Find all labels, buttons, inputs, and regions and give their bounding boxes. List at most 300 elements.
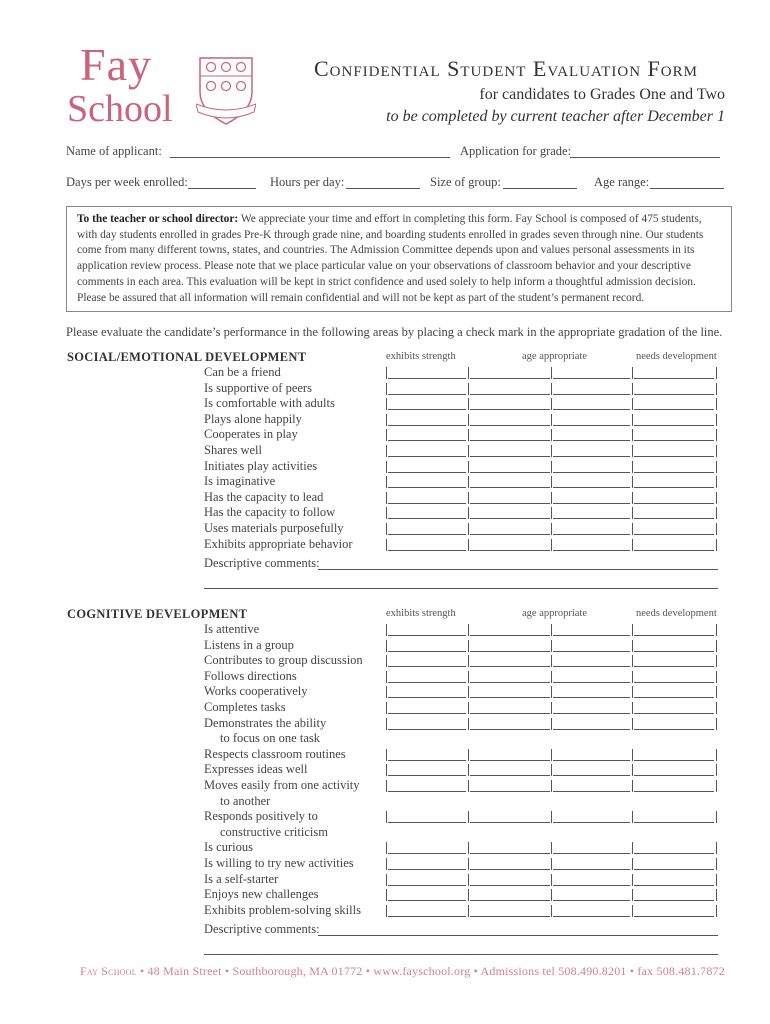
scale-tick	[468, 749, 469, 761]
scale-segment[interactable]	[634, 719, 714, 730]
scale-tick	[468, 655, 469, 667]
scale-segment[interactable]	[470, 446, 550, 457]
scale-tick	[386, 398, 387, 410]
scale-tick	[468, 874, 469, 886]
scale-segment[interactable]	[388, 493, 466, 504]
scale-segment[interactable]	[470, 906, 550, 917]
scale-tick	[468, 398, 469, 410]
scale-segment[interactable]	[470, 399, 550, 410]
scale-segment[interactable]	[470, 781, 550, 792]
scale-tick	[716, 414, 717, 426]
scale-tick	[632, 780, 633, 792]
scale-tick	[551, 383, 552, 395]
scale-tick	[551, 889, 552, 901]
scale-segment[interactable]	[470, 524, 550, 535]
scale-tick	[632, 476, 633, 488]
criterion-label: Cooperates in play	[204, 427, 298, 442]
scale-segment[interactable]	[634, 540, 714, 551]
rating-scale[interactable]	[0, 715, 332, 730]
scale-tick	[716, 905, 717, 917]
scale-segment[interactable]	[388, 477, 466, 488]
scale-label: needs development	[636, 351, 717, 362]
scale-segment[interactable]	[634, 750, 714, 761]
scale-tick	[386, 889, 387, 901]
criterion-label: Can be a friend	[204, 365, 281, 379]
scale-tick	[551, 764, 552, 776]
rating-scale[interactable]	[0, 780, 332, 792]
rating-scale[interactable]	[0, 523, 332, 535]
scale-tick	[386, 780, 387, 792]
rating-scale[interactable]	[0, 811, 332, 823]
scale-segment[interactable]	[553, 750, 630, 761]
scale-segment[interactable]	[388, 875, 466, 886]
scale-segment[interactable]	[470, 462, 550, 473]
scale-tick	[468, 461, 469, 473]
scale-segment[interactable]	[634, 477, 714, 488]
scale-segment[interactable]	[553, 843, 630, 854]
scale-segment[interactable]	[388, 446, 466, 457]
criterion-label: Expresses ideas well	[204, 762, 308, 777]
scale-tick	[386, 383, 387, 395]
grade-field[interactable]	[570, 157, 720, 158]
scale-segment[interactable]	[470, 368, 550, 379]
comments-field[interactable]	[318, 569, 718, 570]
scale-segment[interactable]	[553, 430, 630, 441]
scale-tick	[551, 539, 552, 551]
scale-segment[interactable]	[388, 540, 466, 551]
scale-tick	[386, 445, 387, 457]
scale-tick	[632, 764, 633, 776]
scale-segment[interactable]	[553, 415, 630, 426]
days-label: Days per week enrolled:	[66, 175, 188, 189]
scale-segment[interactable]	[470, 508, 550, 519]
scale-tick	[468, 702, 469, 714]
scale-tick	[468, 539, 469, 551]
scale-segment[interactable]	[634, 656, 714, 667]
scale-segment[interactable]	[553, 524, 630, 535]
scale-segment[interactable]	[470, 384, 550, 395]
footer	[80, 964, 725, 979]
criterion-label: Initiates play activities	[204, 458, 318, 473]
criterion-label: Is imaginative	[204, 474, 276, 489]
scale-tick	[386, 905, 387, 917]
scale-tick	[716, 811, 717, 823]
scale-tick	[386, 811, 387, 823]
rating-scale[interactable]	[0, 889, 332, 901]
scale-segment[interactable]	[553, 399, 630, 410]
scale-tick	[551, 842, 552, 854]
age-label: Age range:	[594, 175, 650, 189]
scale-segment[interactable]	[553, 672, 630, 683]
criterion-label: Is supportive of peers	[204, 380, 312, 395]
scale-segment[interactable]	[634, 430, 714, 441]
scale-tick	[386, 461, 387, 473]
scale-tick	[716, 874, 717, 886]
scale-tick	[551, 398, 552, 410]
criterion-label: Listens in a group	[204, 637, 294, 652]
scale-segment[interactable]	[388, 703, 466, 714]
criterion-label: Enjoys new challenges	[204, 887, 319, 902]
scale-segment[interactable]	[388, 906, 466, 917]
scale-segment[interactable]	[634, 906, 714, 917]
scale-segment[interactable]	[388, 415, 466, 426]
scale-tick	[386, 640, 387, 652]
scale-segment[interactable]	[634, 781, 714, 792]
criterion-label: Is curious	[204, 840, 253, 855]
scale-tick	[468, 858, 469, 870]
rating-scale[interactable]	[0, 858, 332, 870]
scale-tick	[386, 858, 387, 870]
criterion-label: Shares well	[204, 443, 262, 457]
scale-segment[interactable]	[388, 687, 466, 698]
rating-scale[interactable]	[0, 668, 332, 683]
scale-segment[interactable]	[388, 399, 466, 410]
scale-segment[interactable]	[553, 812, 630, 823]
scale-segment[interactable]	[553, 687, 630, 698]
scale-tick	[716, 398, 717, 410]
scale-segment[interactable]	[553, 875, 630, 886]
scale-tick	[632, 539, 633, 551]
criterion-label: Uses materials purposefully	[204, 521, 344, 535]
scale-tick	[716, 780, 717, 792]
scale-tick	[386, 655, 387, 667]
scale-segment[interactable]	[388, 672, 466, 683]
scale-segment[interactable]	[388, 812, 466, 823]
scale-segment[interactable]	[553, 493, 630, 504]
rating-scale[interactable]	[0, 445, 332, 457]
scale-segment[interactable]	[553, 890, 630, 901]
footer-org: Fay School	[80, 964, 137, 978]
scale-tick	[468, 507, 469, 519]
scale-tick	[386, 718, 387, 730]
scale-tick	[468, 718, 469, 730]
scale-segment[interactable]	[553, 781, 630, 792]
scale-tick	[632, 811, 633, 823]
scale-segment[interactable]	[470, 890, 550, 901]
comments-field[interactable]	[318, 935, 718, 936]
scale-segment[interactable]	[553, 625, 630, 636]
scale-tick	[716, 523, 717, 535]
rating-scale[interactable]	[0, 539, 332, 551]
scale-tick	[386, 764, 387, 776]
scale-segment[interactable]	[634, 765, 714, 776]
scale-tick	[468, 671, 469, 683]
scale-segment[interactable]	[634, 384, 714, 395]
rating-scale[interactable]	[0, 380, 332, 395]
scale-tick	[716, 624, 717, 636]
scale-segment[interactable]	[470, 641, 550, 652]
rating-scale[interactable]	[0, 871, 332, 886]
scale-tick	[632, 445, 633, 457]
scale-tick	[386, 367, 387, 379]
scale-tick	[551, 414, 552, 426]
scale-tick	[632, 414, 633, 426]
criterion-label: to another	[220, 793, 271, 808]
scale-segment[interactable]	[388, 781, 466, 792]
comments-field-line2[interactable]	[204, 954, 718, 955]
scale-segment[interactable]	[470, 750, 550, 761]
intro-box	[66, 206, 732, 312]
scale-tick	[716, 539, 717, 551]
scale-label: exhibits strength	[386, 351, 456, 362]
scale-tick	[632, 686, 633, 698]
scale-tick	[716, 383, 717, 395]
scale-tick	[468, 811, 469, 823]
rating-scale[interactable]	[0, 749, 332, 761]
rating-scale[interactable]	[0, 429, 332, 441]
scale-segment[interactable]	[470, 812, 550, 823]
scale-segment[interactable]	[553, 462, 630, 473]
rating-scale[interactable]	[0, 624, 332, 636]
scale-tick	[716, 640, 717, 652]
rating-scale[interactable]	[0, 507, 332, 519]
scale-segment[interactable]	[470, 875, 550, 886]
criterion-label: to focus on one task	[220, 731, 320, 746]
rating-scale[interactable]	[0, 764, 332, 776]
scale-segment[interactable]	[634, 625, 714, 636]
scale-tick	[632, 858, 633, 870]
scale-segment[interactable]	[553, 508, 630, 519]
scale-segment[interactable]	[553, 719, 630, 730]
scale-segment[interactable]	[634, 703, 714, 714]
scale-tick	[716, 461, 717, 473]
scale-tick	[468, 889, 469, 901]
criterion-label: Exhibits problem-solving skills	[204, 902, 361, 917]
rating-scale[interactable]	[0, 905, 332, 917]
scale-tick	[386, 624, 387, 636]
scale-tick	[468, 624, 469, 636]
rating-scale[interactable]	[0, 476, 332, 488]
group-label: Size of group:	[430, 175, 501, 189]
scale-segment[interactable]	[634, 812, 714, 823]
scale-segment[interactable]	[470, 625, 550, 636]
scale-segment[interactable]	[553, 641, 630, 652]
scale-segment[interactable]	[634, 672, 714, 683]
scale-segment[interactable]	[388, 625, 466, 636]
scale-segment[interactable]	[470, 415, 550, 426]
scale-tick	[632, 718, 633, 730]
scale-tick	[716, 718, 717, 730]
scale-segment[interactable]	[388, 765, 466, 776]
criterion-label: Responds positively to	[204, 809, 318, 824]
scale-segment[interactable]	[634, 415, 714, 426]
scale-segment[interactable]	[553, 656, 630, 667]
scale-tick	[386, 507, 387, 519]
scale-segment[interactable]	[634, 843, 714, 854]
scale-segment[interactable]	[634, 641, 714, 652]
scale-segment[interactable]	[388, 656, 466, 667]
scale-tick	[551, 523, 552, 535]
scale-segment[interactable]	[388, 430, 466, 441]
section-title: COGNITIVE DEVELOPMENT	[67, 607, 248, 621]
days-field[interactable]	[188, 188, 256, 189]
comments-label: Descriptive comments:	[204, 556, 320, 571]
scale-segment[interactable]	[470, 430, 550, 441]
scale-segment[interactable]	[470, 843, 550, 854]
scale-tick	[716, 492, 717, 504]
logo-fay-text: Fay	[80, 39, 152, 90]
scale-segment[interactable]	[388, 890, 466, 901]
scale-tick	[632, 671, 633, 683]
scale-segment[interactable]	[388, 719, 466, 730]
age-field[interactable]	[650, 188, 724, 189]
scale-segment[interactable]	[634, 399, 714, 410]
scale-segment[interactable]	[470, 656, 550, 667]
scale-tick	[386, 842, 387, 854]
rating-scale[interactable]	[0, 655, 332, 667]
scale-segment[interactable]	[470, 703, 550, 714]
scale-tick	[551, 686, 552, 698]
form-title: Confidential Student Evaluation Form	[314, 56, 698, 81]
scale-tick	[716, 858, 717, 870]
scale-tick	[632, 398, 633, 410]
scale-segment[interactable]	[553, 384, 630, 395]
scale-tick	[468, 780, 469, 792]
scale-segment[interactable]	[470, 719, 550, 730]
scale-tick	[551, 671, 552, 683]
scale-tick	[468, 764, 469, 776]
criterion-label: Is willing to try new activities	[204, 856, 354, 870]
scale-tick	[632, 874, 633, 886]
scale-segment[interactable]	[634, 687, 714, 698]
scale-segment[interactable]	[470, 765, 550, 776]
intro-body: We appreciate your time and effort in completing this form. Fay School is composed of 475 students, with day students enrolled in grades Pre-K through grade nine, and boarding students enrolled in grades seven through nine. Our students come from many different towns, states, and countries. The Admission Committee depends upon and values personal assessments in its application review process. Please note that we place particular value on your observations of classroom behavior and your descriptive comments in each area. This evaluation will be kept in strict confidence and used solely to help inform a thoughtful admission decision. Please be assured that all information will remain confidential and will not be kept as part of the student’s permanent record.	[77, 213, 704, 304]
scale-segment[interactable]	[470, 477, 550, 488]
scale-tick	[551, 655, 552, 667]
scale-segment[interactable]	[553, 859, 630, 870]
scale-tick	[716, 429, 717, 441]
scale-tick	[386, 874, 387, 886]
scale-segment[interactable]	[634, 859, 714, 870]
scale-segment[interactable]	[553, 765, 630, 776]
hours-label: Hours per day:	[270, 175, 345, 189]
scale-segment[interactable]	[634, 462, 714, 473]
scale-segment[interactable]	[553, 477, 630, 488]
rating-scale[interactable]	[0, 489, 332, 504]
scale-tick	[716, 749, 717, 761]
scale-segment[interactable]	[470, 687, 550, 698]
scale-tick	[632, 492, 633, 504]
scale-segment[interactable]	[634, 875, 714, 886]
scale-tick	[468, 640, 469, 652]
intro-lead: To the teacher or school director:	[77, 213, 239, 225]
scale-label: exhibits strength	[386, 608, 456, 619]
scale-tick	[386, 492, 387, 504]
rating-scale[interactable]	[0, 686, 332, 698]
scale-tick	[716, 764, 717, 776]
criterion-label: Is a self-starter	[204, 871, 279, 886]
scale-tick	[551, 476, 552, 488]
scale-tick	[551, 461, 552, 473]
scale-segment[interactable]	[388, 750, 466, 761]
scale-segment[interactable]	[634, 446, 714, 457]
scale-tick	[386, 539, 387, 551]
scale-tick	[716, 702, 717, 714]
comments-field-line2[interactable]	[204, 588, 718, 589]
criterion-label: constructive criticism	[220, 824, 328, 839]
rating-scale[interactable]	[0, 411, 332, 426]
scale-tick	[632, 842, 633, 854]
scale-segment[interactable]	[388, 524, 466, 535]
scale-segment[interactable]	[388, 384, 466, 395]
scale-segment[interactable]	[470, 672, 550, 683]
rating-scale[interactable]	[0, 842, 332, 854]
scale-segment[interactable]	[388, 859, 466, 870]
scale-segment[interactable]	[634, 508, 714, 519]
scale-label: age appropriate	[522, 608, 588, 619]
scale-tick	[468, 383, 469, 395]
instructions: Please evaluate the candidate’s performance in the following areas by placing a check mark in the appropriate gradation of the line.	[66, 325, 723, 339]
scale-segment[interactable]	[553, 446, 630, 457]
scale-segment[interactable]	[470, 540, 550, 551]
scale-tick	[468, 445, 469, 457]
scale-tick	[468, 842, 469, 854]
name-field[interactable]	[170, 157, 450, 158]
hours-field[interactable]	[346, 188, 420, 189]
criterion-label: Moves easily from one activity	[204, 778, 360, 792]
rating-scale[interactable]	[0, 398, 332, 410]
rating-scale[interactable]	[0, 458, 332, 473]
criterion-label: Follows directions	[204, 668, 297, 683]
scale-segment[interactable]	[553, 540, 630, 551]
scale-segment[interactable]	[634, 368, 714, 379]
school-crest-icon	[196, 54, 256, 126]
scale-segment[interactable]	[388, 508, 466, 519]
scale-segment[interactable]	[388, 641, 466, 652]
group-field[interactable]	[503, 188, 577, 189]
scale-tick	[632, 889, 633, 901]
rating-scale[interactable]	[0, 367, 332, 379]
criterion-label: Has the capacity to lead	[204, 489, 324, 504]
scale-segment[interactable]	[634, 524, 714, 535]
scale-tick	[716, 671, 717, 683]
scale-tick	[386, 523, 387, 535]
scale-tick	[551, 874, 552, 886]
scale-segment[interactable]	[388, 368, 466, 379]
scale-segment[interactable]	[634, 493, 714, 504]
scale-segment[interactable]	[634, 890, 714, 901]
section-title: SOCIAL/EMOTIONAL DEVELOPMENT	[67, 350, 307, 364]
rating-scale[interactable]	[0, 637, 332, 652]
scale-tick	[468, 414, 469, 426]
scale-segment[interactable]	[470, 859, 550, 870]
scale-tick	[551, 640, 552, 652]
scale-segment[interactable]	[388, 462, 466, 473]
scale-tick	[551, 429, 552, 441]
scale-tick	[551, 780, 552, 792]
scale-segment[interactable]	[470, 493, 550, 504]
scale-segment[interactable]	[553, 703, 630, 714]
scale-tick	[468, 492, 469, 504]
scale-tick	[468, 523, 469, 535]
scale-tick	[551, 749, 552, 761]
scale-tick	[632, 461, 633, 473]
scale-tick	[632, 702, 633, 714]
rating-scale[interactable]	[0, 702, 332, 714]
scale-segment[interactable]	[553, 906, 630, 917]
scale-segment[interactable]	[553, 368, 630, 379]
scale-tick	[386, 429, 387, 441]
scale-tick	[632, 367, 633, 379]
scale-segment[interactable]	[388, 843, 466, 854]
scale-tick	[632, 655, 633, 667]
scale-tick	[551, 507, 552, 519]
scale-label: age appropriate	[522, 351, 588, 362]
scale-tick	[386, 671, 387, 683]
scale-tick	[468, 476, 469, 488]
scale-tick	[632, 749, 633, 761]
scale-tick	[716, 655, 717, 667]
